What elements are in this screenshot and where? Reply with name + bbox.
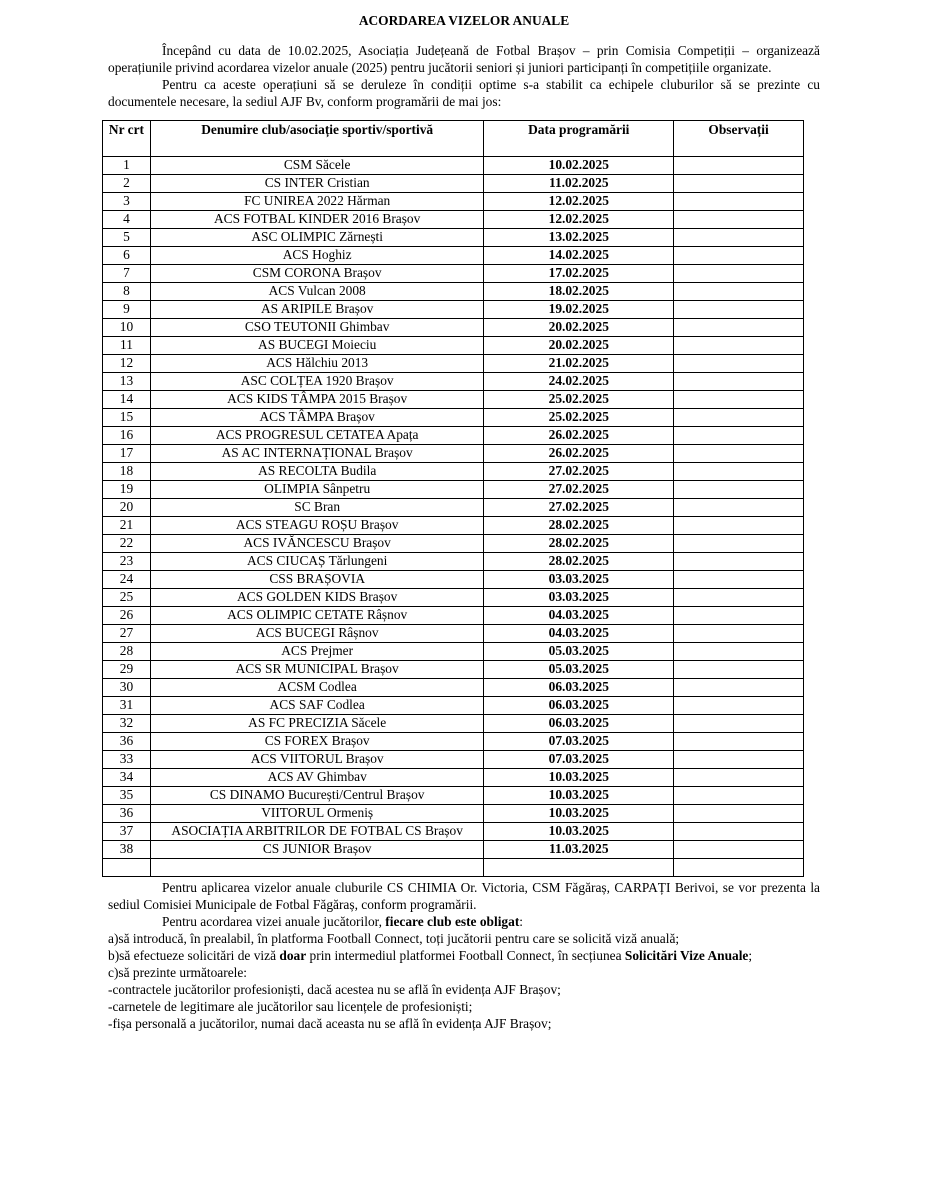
row-number: 11	[103, 337, 151, 355]
document-title: ACORDAREA VIZELOR ANUALE	[358, 13, 570, 28]
table-row	[103, 157, 804, 175]
schedule-date: 26.02.2025	[484, 445, 674, 463]
table-row	[103, 553, 804, 571]
row-number: 13	[103, 373, 151, 391]
club-name: ACS CIUCAȘ Tărlungeni	[150, 553, 483, 571]
table-row	[103, 301, 804, 319]
obligation-b	[108, 947, 820, 964]
club-name: ACS Vulcan 2008	[150, 283, 483, 301]
club-name: ACS Hălchiu 2013	[150, 355, 483, 373]
club-name: AS BUCEGI Moieciu	[150, 337, 483, 355]
row-number: 25	[103, 589, 151, 607]
row-number: 6	[103, 247, 151, 265]
table-row	[103, 769, 804, 787]
empty-cell	[674, 859, 804, 877]
row-number: 24	[103, 571, 151, 589]
schedule-date: 21.02.2025	[484, 355, 674, 373]
club-name: ACS FOTBAL KINDER 2016 Brașov	[150, 211, 483, 229]
observations-cell	[674, 697, 804, 715]
club-name: ASOCIAȚIA ARBITRILOR DE FOTBAL CS Brașov	[150, 823, 483, 841]
schedule-date: 27.02.2025	[484, 463, 674, 481]
club-name: CSO TEUTONII Ghimbav	[150, 319, 483, 337]
observations-cell	[674, 769, 804, 787]
table-row	[103, 355, 804, 373]
row-number: 20	[103, 499, 151, 517]
observations-cell	[674, 625, 804, 643]
obligations-intro-bold: fiecare club este obligat	[385, 914, 520, 929]
header-observations: Observații	[674, 121, 804, 157]
club-name: CS FOREX Brașov	[150, 733, 483, 751]
table-row	[103, 823, 804, 841]
club-name: ACS TÂMPA Brașov	[150, 409, 483, 427]
row-number: 31	[103, 697, 151, 715]
header-club: Denumire club/asociație sportiv/sportivă	[150, 121, 483, 157]
club-name: CS JUNIOR Brașov	[150, 841, 483, 859]
club-name: ACS BUCEGI Râșnov	[150, 625, 483, 643]
row-number: 32	[103, 715, 151, 733]
row-number: 37	[103, 823, 151, 841]
requirement-cards: -carnetele de legitimare ale jucătorilor sau licențele de profesioniști;	[108, 999, 473, 1014]
observations-cell	[674, 499, 804, 517]
table-row	[103, 589, 804, 607]
schedule-date: 07.03.2025	[484, 751, 674, 769]
row-number: 2	[103, 175, 151, 193]
schedule-date: 20.02.2025	[484, 337, 674, 355]
observations-cell	[674, 571, 804, 589]
club-name: FC UNIREA 2022 Hărman	[150, 193, 483, 211]
observations-cell	[674, 229, 804, 247]
club-name: CS DINAMO București/Centrul Brașov	[150, 787, 483, 805]
observations-cell	[674, 373, 804, 391]
table-row	[103, 517, 804, 535]
table-row	[103, 229, 804, 247]
table-row	[103, 679, 804, 697]
observations-cell	[674, 517, 804, 535]
row-number: 8	[103, 283, 151, 301]
row-number: 29	[103, 661, 151, 679]
requirement-contracts: -contractele jucătorilor profesioniști, dacă acestea nu se află în evidența AJF Brașov;	[108, 982, 561, 997]
row-number: 36	[103, 733, 151, 751]
row-number: 15	[103, 409, 151, 427]
schedule-date: 27.02.2025	[484, 481, 674, 499]
schedule-date: 27.02.2025	[484, 499, 674, 517]
schedule-date: 26.02.2025	[484, 427, 674, 445]
club-name: ASC COLȚEA 1920 Brașov	[150, 373, 483, 391]
table-row	[103, 787, 804, 805]
schedule-date: 18.02.2025	[484, 283, 674, 301]
club-name: ACS Prejmer	[150, 643, 483, 661]
row-number: 16	[103, 427, 151, 445]
table-row	[103, 463, 804, 481]
empty-cell	[103, 859, 151, 877]
row-number: 18	[103, 463, 151, 481]
schedule-date: 19.02.2025	[484, 301, 674, 319]
observations-cell	[674, 355, 804, 373]
row-number: 17	[103, 445, 151, 463]
table-row	[103, 211, 804, 229]
club-name: ACS PROGRESUL CETATEA Apața	[150, 427, 483, 445]
observations-cell	[674, 733, 804, 751]
table-row	[103, 481, 804, 499]
table-row	[103, 733, 804, 751]
table-row	[103, 265, 804, 283]
observations-cell	[674, 805, 804, 823]
table-row	[103, 607, 804, 625]
row-number: 3	[103, 193, 151, 211]
club-name: ACS VIITORUL Brașov	[150, 751, 483, 769]
obligation-b-bold-2: Solicitări Vize Anuale	[624, 948, 749, 963]
observations-cell	[674, 661, 804, 679]
schedule-date: 07.03.2025	[484, 733, 674, 751]
row-number: 10	[103, 319, 151, 337]
observations-cell	[674, 787, 804, 805]
obligations-intro-text: Pentru acordarea vizei anuale jucătorilor,	[162, 914, 386, 929]
table-row	[103, 643, 804, 661]
schedule-date: 10.03.2025	[484, 787, 674, 805]
table-row	[103, 337, 804, 355]
schedule-date: 06.03.2025	[484, 679, 674, 697]
requirement-personal-file: -fișa personală a jucătorilor, numai dacă aceasta nu se află în evidența AJF Brașov;	[108, 1016, 552, 1031]
row-number: 28	[103, 643, 151, 661]
schedule-date: 24.02.2025	[484, 373, 674, 391]
schedule-date: 05.03.2025	[484, 643, 674, 661]
intro-paragraph-1: Începând cu data de 10.02.2025, Asociația Județeană de Fotbal Brașov – prin Comisia Competiții – organizează operațiunile privind acordarea vizelor anuale (2025) pentru jucătorii seniori și juniori participanți în competițiile organizate.	[108, 43, 820, 75]
schedule-date: 28.02.2025	[484, 553, 674, 571]
club-name: AS RECOLTA Budila	[150, 463, 483, 481]
observations-cell	[674, 751, 804, 769]
club-name: ACS IVĂNCESCU Brașov	[150, 535, 483, 553]
schedule-date: 25.02.2025	[484, 391, 674, 409]
observations-cell	[674, 481, 804, 499]
table-row	[103, 805, 804, 823]
row-number: 4	[103, 211, 151, 229]
obligations-list	[108, 930, 820, 1032]
club-name: AS ARIPILE Brașov	[150, 301, 483, 319]
fagaras-paragraph: Pentru aplicarea vizelor anuale cluburile CS CHIMIA Or. Victoria, CSM Făgăraș, CARPAȚI Berivoi, se vor prezenta la sediul Comisiei Municipale de Fotbal Făgăraș, conform programării.	[108, 880, 820, 912]
row-number: 36	[103, 805, 151, 823]
obligation-b-text-3: ;	[748, 948, 753, 963]
observations-cell	[674, 607, 804, 625]
observations-cell	[674, 301, 804, 319]
obligations-intro-colon: :	[519, 914, 524, 929]
club-name: ACSM Codlea	[150, 679, 483, 697]
observations-cell	[674, 427, 804, 445]
observations-cell	[674, 265, 804, 283]
row-number: 30	[103, 679, 151, 697]
document-page	[108, 12, 820, 1032]
club-name: CS INTER Cristian	[150, 175, 483, 193]
empty-cell	[484, 859, 674, 877]
obligation-b-text-1: b)să efectueze solicitări de viză	[108, 948, 280, 963]
club-name: ACS STEAGU ROȘU Brașov	[150, 517, 483, 535]
empty-cell	[150, 859, 483, 877]
club-name: CSM Săcele	[150, 157, 483, 175]
observations-cell	[674, 391, 804, 409]
schedule-date: 04.03.2025	[484, 625, 674, 643]
club-name: OLIMPIA Sânpetru	[150, 481, 483, 499]
instructions-section	[108, 879, 820, 1032]
table-row	[103, 175, 804, 193]
schedule-date: 13.02.2025	[484, 229, 674, 247]
schedule-date: 28.02.2025	[484, 517, 674, 535]
schedule-date: 10.03.2025	[484, 769, 674, 787]
row-number: 1	[103, 157, 151, 175]
observations-cell	[674, 337, 804, 355]
table-row	[103, 661, 804, 679]
table-row	[103, 715, 804, 733]
observations-cell	[674, 823, 804, 841]
row-number: 33	[103, 751, 151, 769]
schedule-date: 05.03.2025	[484, 661, 674, 679]
observations-cell	[674, 589, 804, 607]
club-name: VIITORUL Ormeniș	[150, 805, 483, 823]
club-name: ACS OLIMPIC CETATE Râșnov	[150, 607, 483, 625]
table-row	[103, 499, 804, 517]
obligations-intro	[108, 913, 820, 930]
intro-paragraph-2: Pentru ca aceste operațiuni să se deruleze în condiții optime s-a stabilit ca echipele cluburilor să se prezinte cu documentele necesare, la sediul AJF Bv, conform programării de mai jos:	[108, 77, 820, 109]
table-row	[103, 247, 804, 265]
table-row	[103, 751, 804, 769]
table-row	[103, 445, 804, 463]
row-number: 27	[103, 625, 151, 643]
club-name: CSS BRAȘOVIA	[150, 571, 483, 589]
table-row	[103, 373, 804, 391]
schedule-date: 03.03.2025	[484, 571, 674, 589]
row-number: 7	[103, 265, 151, 283]
observations-cell	[674, 319, 804, 337]
observations-cell	[674, 445, 804, 463]
table-row	[103, 193, 804, 211]
table-row	[103, 535, 804, 553]
club-name: ASC OLIMPIC Zărnești	[150, 229, 483, 247]
schedule-date: 04.03.2025	[484, 607, 674, 625]
row-number: 19	[103, 481, 151, 499]
table-row	[103, 283, 804, 301]
row-number: 26	[103, 607, 151, 625]
schedule-date: 20.02.2025	[484, 319, 674, 337]
club-name: ACS GOLDEN KIDS Brașov	[150, 589, 483, 607]
observations-cell	[674, 409, 804, 427]
observations-cell	[674, 157, 804, 175]
table-row	[103, 697, 804, 715]
schedule-date: 12.02.2025	[484, 193, 674, 211]
schedule-date: 06.03.2025	[484, 715, 674, 733]
schedule-date: 10.03.2025	[484, 805, 674, 823]
club-name: CSM CORONA Brașov	[150, 265, 483, 283]
header-nr: Nr crt	[103, 121, 151, 157]
schedule-table	[102, 120, 804, 877]
row-number: 14	[103, 391, 151, 409]
schedule-date: 03.03.2025	[484, 589, 674, 607]
row-number: 21	[103, 517, 151, 535]
table-row	[103, 319, 804, 337]
observations-cell	[674, 283, 804, 301]
obligation-c: c)să prezinte următoarele:	[108, 965, 248, 980]
row-number: 23	[103, 553, 151, 571]
observations-cell	[674, 643, 804, 661]
table-row	[103, 625, 804, 643]
schedule-date: 14.02.2025	[484, 247, 674, 265]
club-name: AS FC PRECIZIA Săcele	[150, 715, 483, 733]
observations-cell	[674, 463, 804, 481]
observations-cell	[674, 535, 804, 553]
schedule-date: 25.02.2025	[484, 409, 674, 427]
observations-cell	[674, 211, 804, 229]
table-row	[103, 841, 804, 859]
observations-cell	[674, 553, 804, 571]
row-number: 12	[103, 355, 151, 373]
club-name: AS AC INTERNAȚIONAL Brașov	[150, 445, 483, 463]
schedule-header-row	[103, 121, 804, 157]
observations-cell	[674, 247, 804, 265]
row-number: 38	[103, 841, 151, 859]
club-name: SC Bran	[150, 499, 483, 517]
header-date: Data programării	[484, 121, 674, 157]
observations-cell	[674, 679, 804, 697]
club-name: ACS AV Ghimbav	[150, 769, 483, 787]
row-number: 9	[103, 301, 151, 319]
row-number: 34	[103, 769, 151, 787]
table-row	[103, 391, 804, 409]
club-name: ACS Hoghiz	[150, 247, 483, 265]
schedule-date: 10.03.2025	[484, 823, 674, 841]
table-row	[103, 571, 804, 589]
club-name: ACS KIDS TÂMPA 2015 Brașov	[150, 391, 483, 409]
observations-cell	[674, 175, 804, 193]
obligation-a: a)să introducă, în prealabil, în platforma Football Connect, toți jucătorii pentru care se solicită viză anuală;	[108, 931, 680, 946]
schedule-date: 17.02.2025	[484, 265, 674, 283]
row-number: 35	[103, 787, 151, 805]
obligation-b-bold-1: doar	[279, 948, 307, 963]
table-row	[103, 409, 804, 427]
table-row	[103, 427, 804, 445]
observations-cell	[674, 841, 804, 859]
schedule-date: 10.02.2025	[484, 157, 674, 175]
schedule-date: 06.03.2025	[484, 697, 674, 715]
row-number: 22	[103, 535, 151, 553]
schedule-date: 11.02.2025	[484, 175, 674, 193]
club-name: ACS SR MUNICIPAL Brașov	[150, 661, 483, 679]
obligation-b-text-2: prin intermediul platformei Football Connect, în secțiunea	[306, 948, 625, 963]
row-number: 5	[103, 229, 151, 247]
schedule-date: 11.03.2025	[484, 841, 674, 859]
club-name: ACS SAF Codlea	[150, 697, 483, 715]
schedule-body	[103, 157, 804, 877]
observations-cell	[674, 193, 804, 211]
schedule-date: 28.02.2025	[484, 535, 674, 553]
observations-cell	[674, 715, 804, 733]
table-row-empty	[103, 859, 804, 877]
schedule-date: 12.02.2025	[484, 211, 674, 229]
